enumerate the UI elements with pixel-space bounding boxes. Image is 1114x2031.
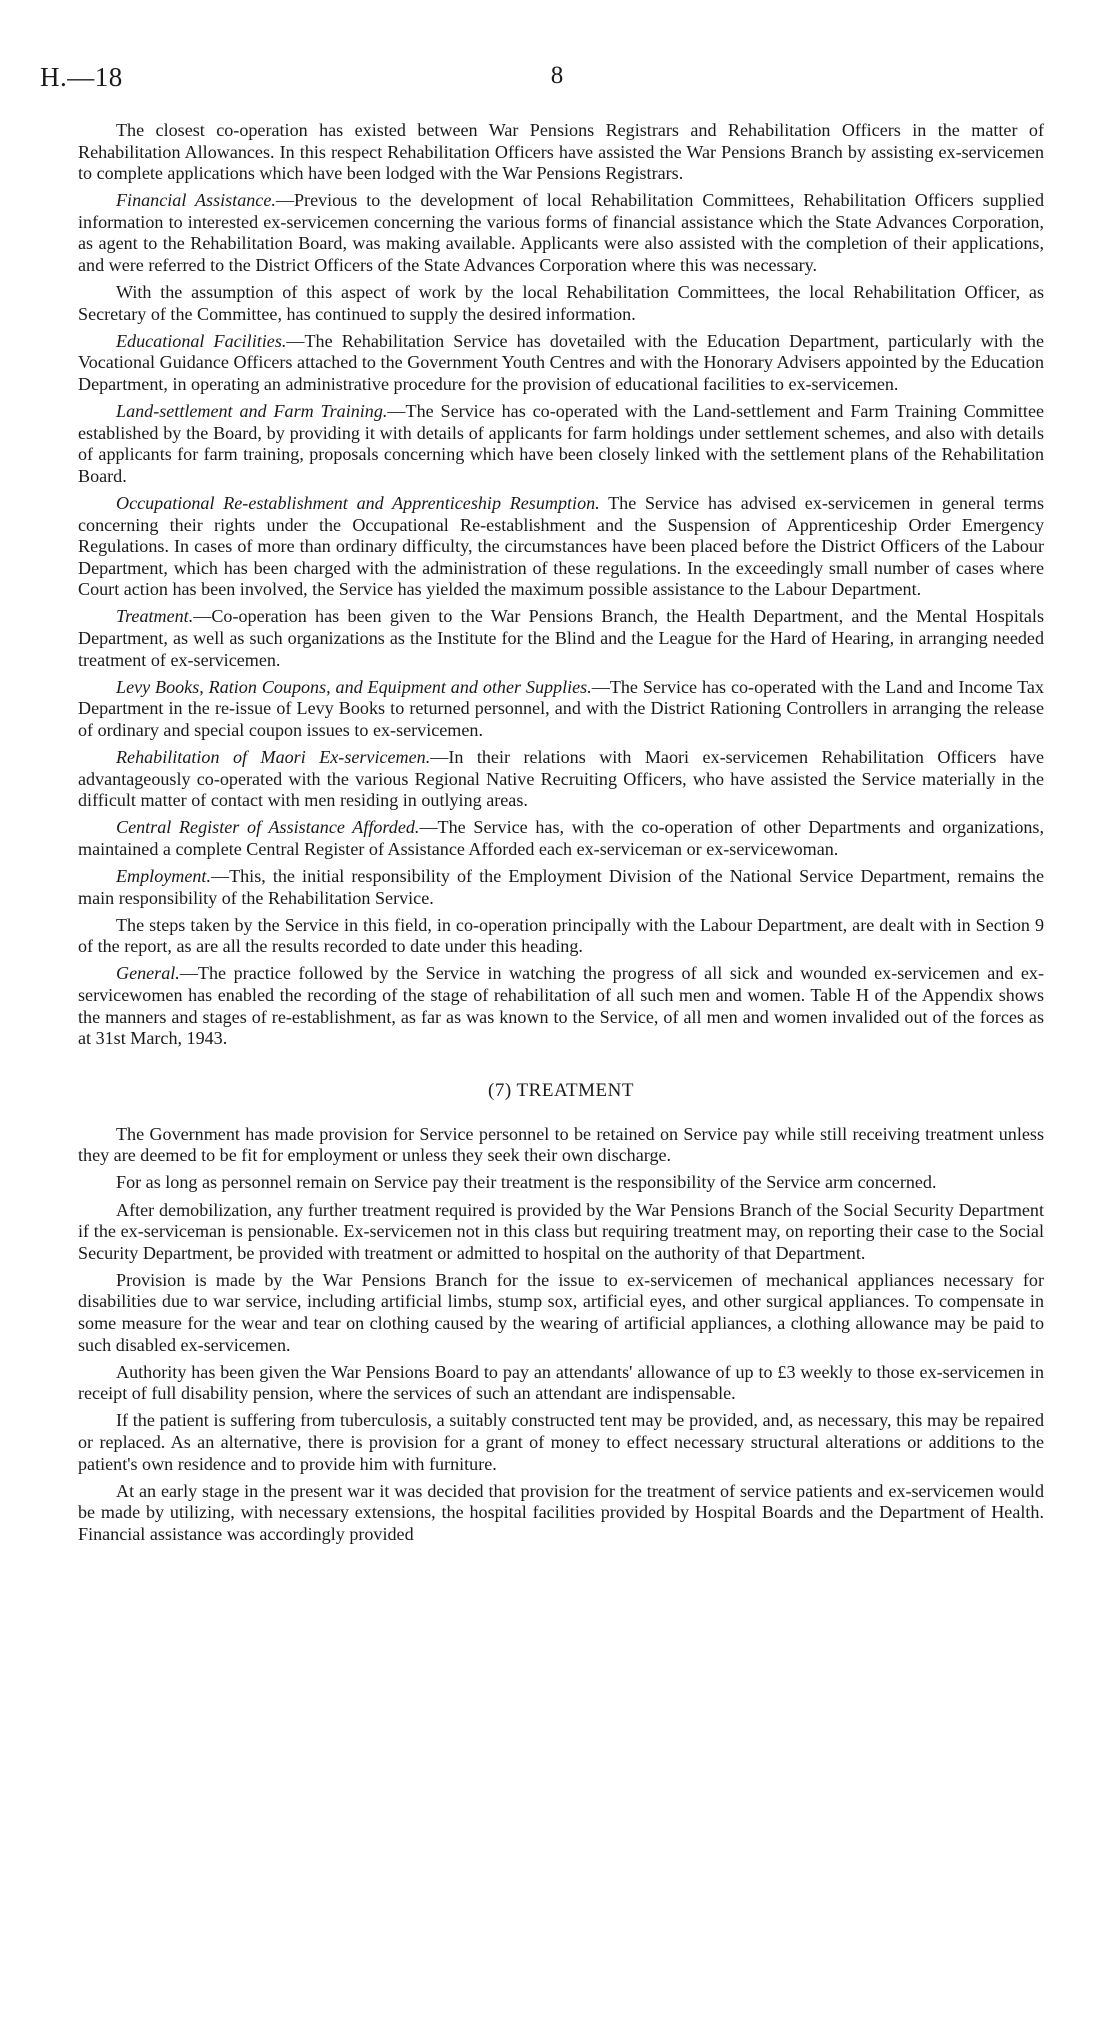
- paragraph: [78, 401, 1044, 487]
- paragraph-lead-heading: Financial Assistance.: [116, 190, 276, 211]
- paragraph-text: If the patient is suffering from tuberculosis, a suitably constructed tent may be provided, and, as necessary, this may be repaired or replaced. As an alternative, there is provision for a grant of money to effect necessary structural alterations or additions to the patient's own residence and to provide him with furniture.: [78, 1410, 1044, 1474]
- paragraph: [78, 606, 1044, 671]
- paragraph: [78, 331, 1044, 396]
- paragraph-text: —In their relations with Maori ex-servicemen Rehabilitation Officers have advantageously co-operated with the various Regional Native Recruiting Officers, who have assisted the Service materially in the difficult matter of contact with men residing in outlying areas.: [78, 747, 1044, 811]
- paragraph: [78, 963, 1044, 1049]
- paragraph: [78, 1481, 1044, 1546]
- paragraph-lead-heading: Educational Facilities.: [116, 330, 287, 351]
- paragraph: [78, 817, 1044, 860]
- paragraph-text: Authority has been given the War Pensions Board to pay an attendants' allowance of up to £3 weekly to those ex-servicemen in receipt of full disability pension, where the services of such an attendant are indispensable.: [78, 1361, 1044, 1404]
- page-number: 8: [550, 62, 564, 89]
- paragraph: [78, 866, 1044, 909]
- paragraph-text: —The practice followed by the Service in watching the progress of all sick and wounded ex-servicemen and ex-servicewomen has enabled the recording of the stage of rehabilitation of all such men and women. Table H of the Appendix shows the manners and stages of re-establishment, as far as was known to the Service, of all men and women invalided out of the forces as at 31st March, 1943.: [78, 963, 1044, 1049]
- document-body: [78, 120, 1044, 1551]
- paragraph: [78, 1362, 1044, 1405]
- paragraph-text: For as long as personnel remain on Service pay their treatment is the responsibility of the Service arm concerned.: [116, 1172, 937, 1193]
- paragraph-text: The steps taken by the Service in this field, in co-operation principally with the Labour Department, are dealt with in Section 9 of the report, as are all the results recorded to date under this heading.: [78, 914, 1044, 957]
- document-reference: H.—18: [40, 62, 123, 92]
- paragraph-text: With the assumption of this aspect of work by the local Rehabilitation Committees, the local Rehabilitation Officer, as Secretary of the Committee, has continued to supply the desired information.: [78, 282, 1044, 324]
- paragraph-lead-heading: Occupational Re-establishment and Apprenticeship Resumption.: [116, 493, 600, 513]
- paragraph-text: The Service has advised ex-servicemen in general terms concerning their rights under the Occupational Re-establishment and the Suspension of Apprenticeship Order Emergency Regulations. In cases of more than ordinary difficulty, the circumstances have been placed before the District Officers of the Labour Department, which has been charged with the administration of these regulations. In the exceedingly small number of cases where Court action has been involved, the Service has yielded the maximum possible assistance to the Labour Department.: [78, 493, 1044, 600]
- paragraph-text: —The Service has co-operated with the Land-settlement and Farm Training Committee established by the Board, by providing it with details of applicants for farm holdings under settlement schemes, and also with details of applicants for farm training, proposals concerning which have been closely linked with the settlement plans of the Rehabilitation Board.: [78, 401, 1045, 486]
- paragraph-lead-heading: Rehabilitation of Maori Ex-servicemen.: [116, 747, 431, 768]
- paragraph: [78, 120, 1044, 185]
- paragraph: [78, 1200, 1044, 1265]
- paragraph-lead-heading: Central Register of Assistance Afforded.: [116, 817, 420, 838]
- paragraph-text: —The Rehabilitation Service has dovetailed with the Education Department, particularly with the Vocational Guidance Officers attached to the Government Youth Centres and with the Honorary Advisers appointed by the Education Department, in operating an administrative procedure for the provision of educational facilities to ex-servicemen.: [78, 330, 1044, 395]
- paragraph-lead-heading: Treatment.: [116, 606, 194, 627]
- paragraph: [78, 1270, 1044, 1356]
- page-header: [40, 62, 1074, 102]
- paragraph-text: —The Service has, with the co-operation of other Departments and organizations, maintained a complete Central Register of Assistance Afforded each ex-serviceman or ex-servicewoman.: [78, 817, 1044, 859]
- paragraph-text: The Government has made provision for Service personnel to be retained on Service pay while still receiving treatment unless they are deemed to be fit for employment or unless they seek their own discharge.: [78, 1123, 1044, 1166]
- paragraph: [78, 1172, 1044, 1194]
- paragraph-text: —Co-operation has been given to the War Pensions Branch, the Health Department, and the Mental Hospitals Department, as well as such organizations as the Institute for the Blind and the League for the Hard of Hearing, in arranging needed treatment of ex-servicemen.: [78, 606, 1044, 670]
- paragraph: [78, 1124, 1044, 1167]
- paragraph-text: At an early stage in the present war it was decided that provision for the treatment of service patients and ex-servicemen would be made by utilizing, with necessary extensions, the hospital facilities provided by Hospital Boards and the Department of Health. Financial assistance was accordingly provided: [78, 1480, 1044, 1544]
- section-heading: (7) TREATMENT: [488, 1079, 634, 1101]
- paragraph-text: After demobilization, any further treatment required is provided by the War Pensions Branch of the Social Security Department if the ex-serviceman is pensionable. Ex-servicemen not in this class but requiring treatment may, on reporting their case to the Social Security Department, be provided with treatment or admitted to hospital on the authority of that Department.: [78, 1199, 1044, 1263]
- paragraph: [78, 493, 1044, 601]
- paragraph-lead-heading: Levy Books, Ration Coupons, and Equipment and other Supplies.: [116, 676, 592, 697]
- paragraph-text: The closest co-operation has existed between War Pensions Registrars and Rehabilitation Officers in the matter of Rehabilitation Allowances. In this respect Rehabilitation Officers have assisted the War Pensions Branch by assisting ex-servicemen to complete applications which have been lodged with the War Pensions Registrars.: [78, 120, 1044, 184]
- paragraph: [78, 1410, 1044, 1475]
- paragraph-text: —Previous to the development of local Rehabilitation Committees, Rehabilitation Officers supplied information to interested ex-servicemen concerning the various forms of financial assistance which the State Advances Corporation, as agent to the Rehabilitation Board, was making available. Applicants were also assisted with the completion of their applications, and were referred to the District Officers of the State Advances Corporation where this was necessary.: [78, 190, 1044, 276]
- paragraph: [78, 915, 1044, 958]
- paragraph-lead-heading: General.: [116, 963, 180, 984]
- rehabilitation-cooperation-section: [78, 120, 1044, 1050]
- paragraph: [78, 190, 1044, 276]
- paragraph-text: —The Service has co-operated with the Land and Income Tax Department in the re-issue of Levy Books to returned personnel, and with the District Rationing Controllers in arranging the release of ordinary and special coupon issues to ex-servicemen.: [78, 676, 1044, 740]
- paragraph-text: —This, the initial responsibility of the Employment Division of the National Service Department, remains the main responsibility of the Rehabilitation Service.: [78, 866, 1044, 908]
- paragraph: [78, 747, 1044, 812]
- paragraph-lead-heading: Employment.: [116, 866, 211, 886]
- paragraph: [78, 677, 1044, 742]
- paragraph-lead-heading: Land-settlement and Farm Training.: [116, 401, 388, 422]
- paragraph-text: Provision is made by the War Pensions Branch for the issue to ex-servicemen of mechanical appliances necessary for disabilities due to war service, including artificial limbs, stump sox, artificial eyes, and other surgical appliances. To compensate in some measure for the wear and tear on clothing caused by the wearing of artificial appliances, a clothing allowance may be paid to such disabled ex-servicemen.: [78, 1269, 1044, 1355]
- treatment-section: [78, 1124, 1044, 1546]
- paragraph: [78, 282, 1044, 325]
